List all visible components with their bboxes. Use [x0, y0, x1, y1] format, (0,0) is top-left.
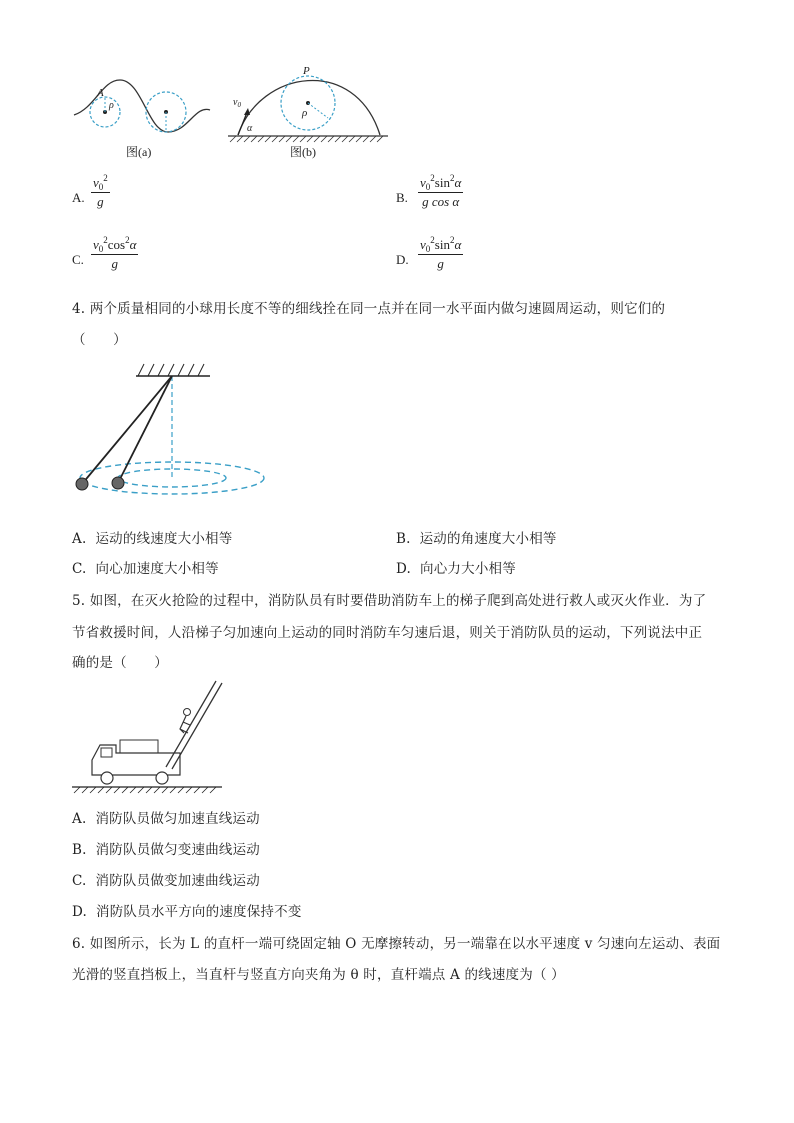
q4-stem-bracket: （ ） — [72, 332, 127, 348]
fig-b-label-P: P — [303, 65, 310, 77]
q5-truck-body — [92, 745, 180, 775]
q4-ball-inner — [112, 477, 124, 489]
q3-d-num-sup: 2 — [430, 235, 435, 245]
q3-a-num-base: v — [93, 175, 99, 190]
q4-option-a-text: 运动的线速度大小相等 — [95, 531, 233, 547]
q4-option-a-label: A. — [72, 531, 87, 547]
q3-d-num-var: α — [454, 237, 462, 252]
q4-option-b[interactable] — [396, 527, 557, 547]
fig-b-arc — [238, 80, 380, 135]
q3-option-a-label: A. — [72, 190, 85, 205]
q3-c-den: g — [111, 256, 118, 271]
q4-string-short — [118, 376, 172, 483]
q3-d-num-sub: 0 — [425, 244, 431, 254]
q4-conical-pendulum-figure — [70, 358, 270, 503]
q3-d-den: g — [437, 256, 444, 271]
q5-fire-truck-figure — [70, 675, 230, 800]
q3-d-num-fn: sin — [434, 237, 450, 252]
q3-d-num-fn-sup: 2 — [449, 235, 455, 245]
q5-option-d-text: 消防队员水平方向的速度保持不变 — [96, 904, 302, 920]
q5-firefighter-body — [180, 716, 190, 733]
q3-b-num-sub: 0 — [425, 182, 431, 192]
q3-option-b-formula[interactable] — [418, 175, 463, 210]
q4-option-b-text: 运动的角速度大小相等 — [419, 531, 557, 547]
fig-a-label-rho: ρ — [109, 100, 114, 111]
q3-option-b-label: B. — [396, 190, 408, 205]
figures-a-b — [70, 60, 400, 165]
q5-option-b[interactable] — [72, 838, 260, 858]
q4-option-c-text: 向心加速度大小相等 — [95, 561, 219, 577]
q4-option-b-label: B. — [396, 531, 411, 547]
q4-option-d-text: 向心力大小相等 — [420, 561, 516, 577]
q6-stem-line-2: 光滑的竖直挡板上，当直杆与竖直方向夹角为 θ 时，直杆端点 A 的线速度为（ ） — [72, 967, 565, 983]
q5-truck-window — [101, 748, 112, 757]
q3-b-num-fn: sin — [434, 175, 450, 190]
q3-a-num-sup: 2 — [103, 173, 108, 183]
q5-option-a[interactable] — [72, 807, 260, 827]
q5-truck-box — [120, 740, 158, 753]
q5-option-d-label: D. — [72, 904, 88, 920]
q4-ball-outer — [76, 478, 88, 490]
q3-option-c-formula[interactable] — [91, 237, 138, 272]
q4-option-c-label: C. — [72, 561, 87, 577]
q5-option-c-text: 消防队员做变加速曲线运动 — [95, 873, 260, 889]
q3-option-d-label: D. — [396, 252, 409, 267]
fig-b-radius — [308, 103, 328, 118]
q5-wheel-rear — [156, 772, 168, 784]
fig-b-label-v0: $v_0$ — [233, 97, 241, 109]
q5-ladder-rail-1 — [166, 681, 216, 767]
fig-a-wave — [74, 80, 210, 132]
q4-stem: 4. 两个质量相同的小球用长度不等的细线拴在同一点并在同一水平面内做匀速圆周运动，则它们的 — [72, 301, 666, 317]
q3-a-den: g — [97, 194, 104, 209]
q3-option-d-formula[interactable] — [418, 237, 463, 272]
q3-c-num-sub: 0 — [98, 244, 104, 254]
q3-b-den: g cos α — [422, 194, 460, 209]
q6-stem-line-1: 6. 如图所示，长为 L 的直杆一端可绕固定轴 O 无摩擦转动，另一端靠在以水平速度 v 匀速向左运动、表面 — [72, 936, 721, 952]
q3-c-num-fn: cos — [107, 237, 126, 252]
q3-d-num-base: v — [420, 237, 426, 252]
q5-stem-line-3: 确的是（ ） — [72, 655, 168, 671]
q5-option-a-label: A. — [72, 811, 87, 827]
q5-option-b-text: 消防队员做匀变速曲线运动 — [95, 842, 261, 858]
q5-ladder-rail-2 — [172, 683, 222, 769]
q5-stem-line-1: 5. 如图，在灭火抢险的过程中，消防队员有时要借助消防车上的梯子爬到高处进行救人或灭火作业．为了 — [72, 593, 707, 609]
q3-b-num-var: α — [454, 175, 462, 190]
fig-b-label-alpha: α — [247, 123, 253, 134]
q3-a-num-sub: 0 — [98, 182, 104, 192]
q3-option-a-formula[interactable] — [91, 175, 110, 210]
q5-firefighter-head — [184, 709, 191, 716]
q3-c-num-base: v — [93, 237, 99, 252]
q5-option-c[interactable] — [72, 869, 260, 889]
fig-a-label-A: A — [97, 87, 104, 99]
q5-wheel-front — [101, 772, 113, 784]
q4-option-d-label: D. — [396, 561, 412, 577]
q4-ceiling-hatch — [138, 364, 204, 376]
q5-option-b-label: B. — [72, 842, 87, 858]
q4-string-long — [82, 376, 172, 484]
q3-b-num-sup: 2 — [430, 173, 435, 183]
q5-ground-hatch — [74, 787, 216, 793]
q5-option-d[interactable] — [72, 900, 302, 920]
q4-option-d[interactable] — [396, 557, 516, 577]
fig-b-arrowhead — [244, 108, 250, 115]
fig-a-caption: 图(a) — [126, 145, 152, 159]
q3-c-num-sup: 2 — [103, 235, 108, 245]
q4-option-c[interactable] — [72, 557, 219, 577]
fig-b-ground-hatch — [230, 136, 383, 142]
fig-b-caption: 图(b) — [290, 145, 316, 159]
q3-option-c-label: C. — [72, 252, 84, 267]
q5-option-a-text: 消防队员做匀加速直线运动 — [95, 811, 260, 827]
q4-option-a[interactable] — [72, 527, 232, 547]
q3-b-num-base: v — [420, 175, 426, 190]
q5-option-c-label: C. — [72, 873, 87, 889]
q5-stem-line-2: 节省救援时间，人沿梯子匀加速向上运动的同时消防车匀速后退，则关于消防队员的运动，下列说法中正 — [72, 625, 703, 641]
fig-b-label-rho: ρ — [302, 107, 308, 119]
q3-c-num-fn-sup: 2 — [125, 235, 130, 245]
q3-b-num-fn-sup: 2 — [449, 173, 455, 183]
q3-c-num-var: α — [129, 237, 137, 252]
